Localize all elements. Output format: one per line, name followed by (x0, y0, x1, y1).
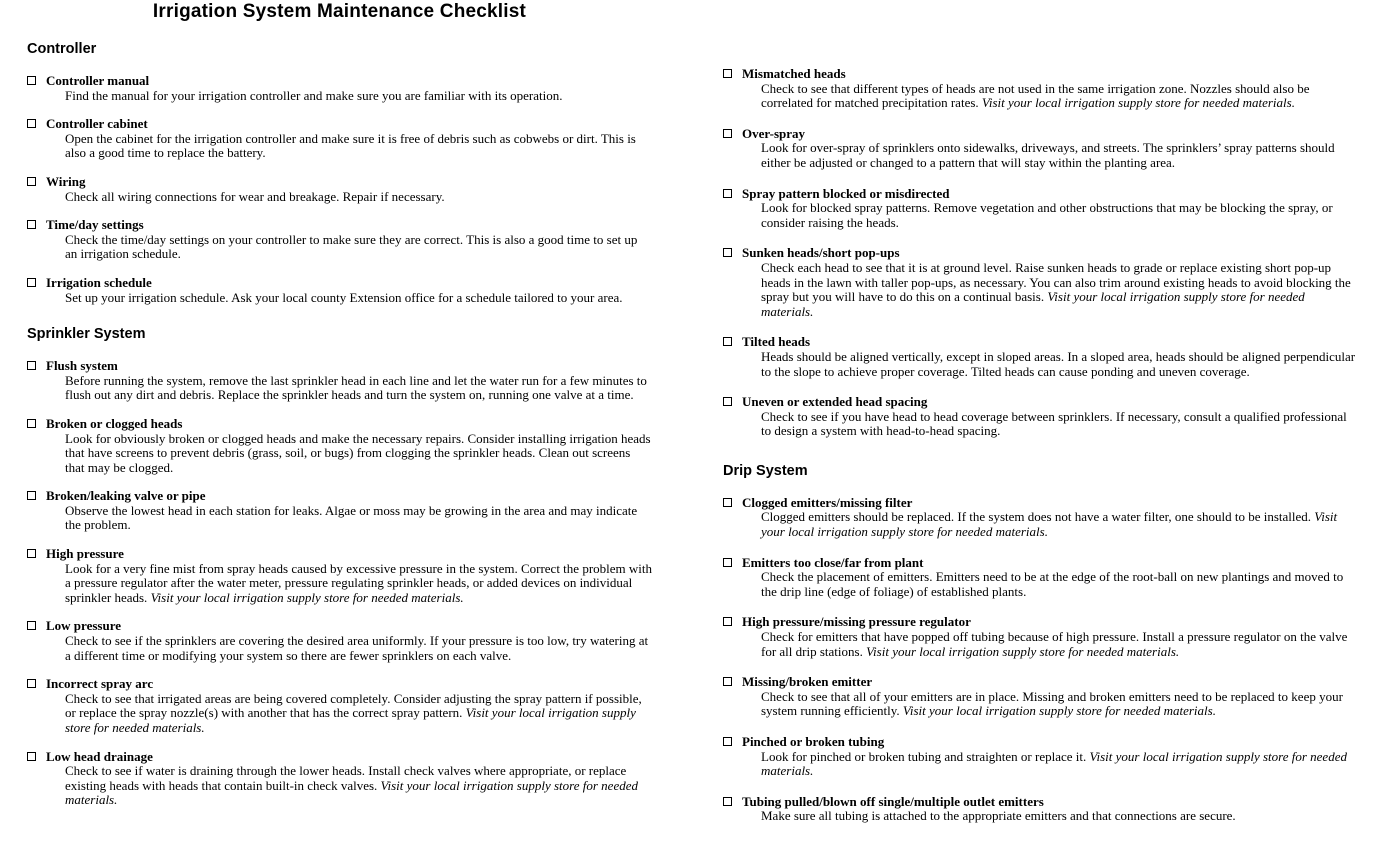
item-title: Sunken heads/short pop-ups (742, 245, 900, 261)
item-desc-text: Check to see that different types of heads are not used in the same irrigation zone. Nozzles should also be correlated for matched precipitation rates. (761, 80, 1310, 111)
item-title: High pressure (46, 546, 124, 562)
item-title: Broken/leaking valve or pipe (46, 488, 206, 504)
checkbox[interactable] (27, 679, 36, 688)
checkbox[interactable] (27, 549, 36, 558)
checklist-item (723, 615, 1356, 659)
item-body (46, 489, 652, 533)
item-desc (761, 630, 1356, 659)
item-title: Low pressure (46, 618, 121, 634)
item-desc-text: Look for over-spray of sprinklers onto sidewalks, driveways, and streets. The sprinklers’ spray patterns should either be adjusted or changed to a pattern that will stay within the planting area. (761, 140, 1335, 170)
item-body (742, 335, 1356, 379)
item-desc (65, 764, 652, 808)
checklist-item (723, 187, 1356, 231)
checklist-item (723, 246, 1356, 319)
item-desc-text: Look for a very fine mist from spray heads caused by excessive pressure in the system. Correct the problem with a pressure regulator after the water meter, pressure regulating sprinkler heads, or added devices on individual sprinkler heads. (65, 560, 652, 605)
item-title: Mismatched heads (742, 66, 846, 81)
item-desc-text: Look for obviously broken or clogged heads and make the necessary repairs. Consider installing irrigation heads that have screens to prevent debris (grass, soil, or bugs) from clogging the sprinkler heads. Clean out screens that may be clogged. (65, 430, 651, 475)
checklist-item (27, 677, 652, 735)
item-desc (761, 809, 1356, 824)
item-title: Tubing pulled/blown off single/multiple outlet emitters (742, 793, 1044, 809)
checklist-item (723, 795, 1356, 824)
checklist-item (27, 175, 652, 204)
item-body (742, 187, 1356, 231)
checklist-item (27, 489, 652, 533)
checkbox[interactable] (723, 737, 732, 746)
item-desc (65, 89, 652, 104)
item-desc (761, 510, 1356, 539)
checkbox[interactable] (723, 129, 732, 138)
item-title: Controller cabinet (46, 116, 148, 132)
checkbox[interactable] (27, 119, 36, 128)
section-heading: Drip System (723, 462, 808, 479)
item-desc-text: Make sure all tubing is attached to the appropriate emitters and that connections are secure. (761, 808, 1236, 824)
item-title: Low head drainage (46, 748, 153, 764)
item-title: Time/day settings (46, 217, 144, 233)
document-title: Irrigation System Maintenance Checklist (152, 1, 527, 22)
checklist-item (723, 335, 1356, 379)
item-desc-text: Check the time/day settings on your controller to make sure they are correct. This is also a good time to set up an irrigation schedule. (65, 231, 638, 262)
item-body (46, 417, 652, 475)
checklist-item (723, 496, 1356, 540)
item-desc-text: Check to see that all of your emitters are in place. Missing and broken emitters need to be replaced to keep your system running efficiently. (761, 688, 1343, 719)
item-desc-italic: Visit your local irrigation supply store for needed materials. (761, 748, 1347, 779)
checkbox[interactable] (27, 419, 36, 428)
item-body (46, 218, 652, 262)
item-desc-text: Look for pinched or broken tubing and straighten or replace it. (761, 748, 1090, 764)
checkbox[interactable] (723, 617, 732, 626)
item-desc-text: Check all wiring connections for wear and breakage. Repair if necessary. (65, 188, 445, 204)
section-heading: Controller (27, 41, 97, 57)
checklist-item (27, 276, 652, 305)
item-desc-text: Check each head to see that it is at ground level. Raise sunken heads to grade or replace existing short pop-up heads in the lawn with taller pop-ups, as necessary. You can also trim around existing heads to avoid blocking the spray but you will have to do this on a continual basis. (761, 259, 1351, 305)
item-body (742, 615, 1356, 659)
checklist-item (27, 619, 652, 663)
checkbox[interactable] (723, 189, 732, 198)
item-desc (65, 132, 652, 161)
checklist-item (27, 417, 652, 475)
item-desc-italic: Visit your local irrigation supply store for needed materials. (866, 643, 1180, 659)
item-body (742, 127, 1356, 171)
item-title: Uneven or extended head spacing (742, 394, 928, 410)
item-desc (65, 432, 652, 476)
checklist-item (723, 675, 1356, 719)
item-desc (761, 410, 1356, 439)
item-title: Pinched or broken tubing (742, 734, 885, 749)
checkbox[interactable] (27, 220, 36, 229)
checkbox[interactable] (723, 69, 732, 78)
checkbox[interactable] (27, 361, 36, 370)
checkbox[interactable] (723, 558, 732, 567)
checkbox[interactable] (27, 177, 36, 186)
item-desc-text: Open the cabinet for the irrigation controller and make sure it is free of debris such as cobwebs or dirt. This is also a good time to replace the battery. (65, 130, 636, 161)
checklist-item (723, 556, 1356, 600)
item-desc (761, 82, 1356, 111)
item-body (742, 395, 1356, 439)
checkbox[interactable] (27, 752, 36, 761)
item-desc-italic: Visit your local irrigation supply store for needed materials. (761, 289, 1305, 319)
item-desc (65, 504, 652, 533)
item-body (46, 677, 652, 735)
item-desc-italic: Visit your local irrigation supply store for needed materials. (902, 703, 1216, 719)
item-desc-text: Find the manual for your irrigation controller and make sure you are familiar with its operation. (65, 87, 563, 103)
item-desc (761, 350, 1356, 379)
item-desc-text: Clogged emitters should be replaced. If the system does not have a water filter, one should to be installed. (761, 509, 1315, 525)
checklist-item (27, 74, 652, 103)
item-title: Emitters too close/far from plant (742, 554, 924, 570)
checklist-item (723, 127, 1356, 171)
item-desc (761, 141, 1356, 170)
item-desc (65, 190, 652, 205)
item-desc-text: Before running the system, remove the last sprinkler head in each line and let the water run for a few minutes to flush out any dirt and debris. Replace the sprinkler heads and turn the system on, running one valve at a time. (65, 372, 647, 403)
item-title: Tilted heads (742, 334, 811, 350)
item-desc-text: Check to see if the sprinklers are covering the desired area uniformly. If your pressure is too low, try watering at a different time or modifying your system so there are fewer sprinklers on each valve. (65, 633, 649, 663)
item-desc-italic: Visit your local irrigation supply store for needed materials. (981, 95, 1295, 111)
item-desc (65, 233, 652, 262)
item-title: High pressure/missing pressure regulator (742, 614, 971, 630)
checklist-item (27, 218, 652, 262)
checkbox[interactable] (27, 621, 36, 630)
item-body (46, 175, 652, 204)
item-body (46, 74, 652, 103)
checkbox[interactable] (723, 397, 732, 406)
item-title: Missing/broken emitter (742, 674, 873, 690)
item-body (46, 117, 652, 161)
item-body (742, 795, 1356, 824)
item-title: Controller manual (46, 73, 150, 88)
item-title: Over-spray (742, 125, 806, 141)
item-desc (761, 261, 1356, 319)
item-desc (65, 291, 652, 306)
item-body (46, 619, 652, 663)
item-desc-text: Check the placement of emitters. Emitters need to be at the edge of the root-ball on new plantings and moved to the drip line (edge of foliage) of established plants. (761, 569, 1344, 599)
item-desc-italic: Visit your local irrigation supply store for needed materials. (761, 509, 1338, 540)
item-body (742, 675, 1356, 719)
item-desc-text: Check to see that irrigated areas are being covered completely. Consider adjusting the spray pattern if possible, or replace the spray nozzle(s) with another that has the correct spray pattern. (65, 690, 642, 721)
item-desc-text: Heads should be aligned vertically, except in sloped areas. In a sloped area, heads should be aligned perpendicular to the slope to achieve proper coverage. Tilted heads can cause ponding and uneven coverage. (761, 348, 1356, 379)
item-body (742, 67, 1356, 111)
item-title: Wiring (46, 173, 86, 189)
checklist-item (723, 67, 1356, 111)
item-body (46, 750, 652, 808)
item-desc-italic: Visit your local irrigation supply store for needed materials. (150, 589, 464, 605)
item-desc-text: Look for blocked spray patterns. Remove vegetation and other obstructions that may be blocking the spray, or consider raising the heads. (761, 200, 1333, 230)
item-title: Broken or clogged heads (46, 415, 183, 431)
checklist-item (723, 395, 1356, 439)
checkbox[interactable] (27, 76, 36, 85)
item-desc (65, 634, 652, 663)
item-body (742, 735, 1356, 779)
item-desc (761, 690, 1356, 719)
item-title: Irrigation schedule (46, 274, 152, 290)
item-title: Incorrect spray arc (46, 676, 154, 692)
item-body (742, 496, 1356, 540)
section-heading: Sprinkler System (27, 326, 146, 343)
item-desc (65, 692, 652, 736)
item-body (742, 556, 1356, 600)
item-desc-text: Set up your irrigation schedule. Ask your local county Extension office for a schedule tailored to your area. (65, 289, 623, 305)
checkbox[interactable] (723, 498, 732, 507)
checklist-item (723, 735, 1356, 779)
checklist-item (27, 750, 652, 808)
item-body (46, 547, 652, 605)
item-title: Clogged emitters/missing filter (742, 494, 913, 510)
item-desc (65, 562, 652, 606)
item-desc (761, 201, 1356, 230)
checklist-item (27, 117, 652, 161)
checkbox[interactable] (723, 797, 732, 806)
checkbox[interactable] (723, 677, 732, 686)
checkbox[interactable] (723, 248, 732, 257)
item-desc-italic: Visit your local irrigation supply store for needed materials. (65, 705, 636, 735)
checklist-item (27, 547, 652, 605)
item-desc-text: Check for emitters that have popped off tubing because of high pressure. Install a pressure regulator on the valve for all drip stations. (761, 629, 1348, 659)
item-desc (65, 374, 652, 403)
item-desc (761, 570, 1356, 599)
item-title: Flush system (46, 358, 118, 374)
item-desc (761, 750, 1356, 779)
checkbox[interactable] (723, 337, 732, 346)
checkbox[interactable] (27, 491, 36, 500)
item-body (46, 276, 652, 305)
item-desc-text: Observe the lowest head in each station for leaks. Algae or moss may be growing in the area and may indicate the problem. (65, 502, 638, 533)
checkbox[interactable] (27, 278, 36, 287)
item-body (742, 246, 1356, 319)
checklist-item (27, 359, 652, 403)
item-desc-text: Check to see if you have head to head coverage between sprinklers. If necessary, consult a qualified professional to design a system with head-to-head spacing. (761, 408, 1347, 439)
item-title: Spray pattern blocked or misdirected (742, 185, 950, 201)
item-desc-text: Check to see if water is draining through the lower heads. Install check valves where appropriate, or replace existing heads with heads that contain built-in check valves. (65, 763, 627, 793)
item-desc-italic: Visit your local irrigation supply store for needed materials. (65, 777, 638, 808)
item-body (46, 359, 652, 403)
column-left (27, 40, 652, 822)
column-right (723, 67, 1356, 840)
